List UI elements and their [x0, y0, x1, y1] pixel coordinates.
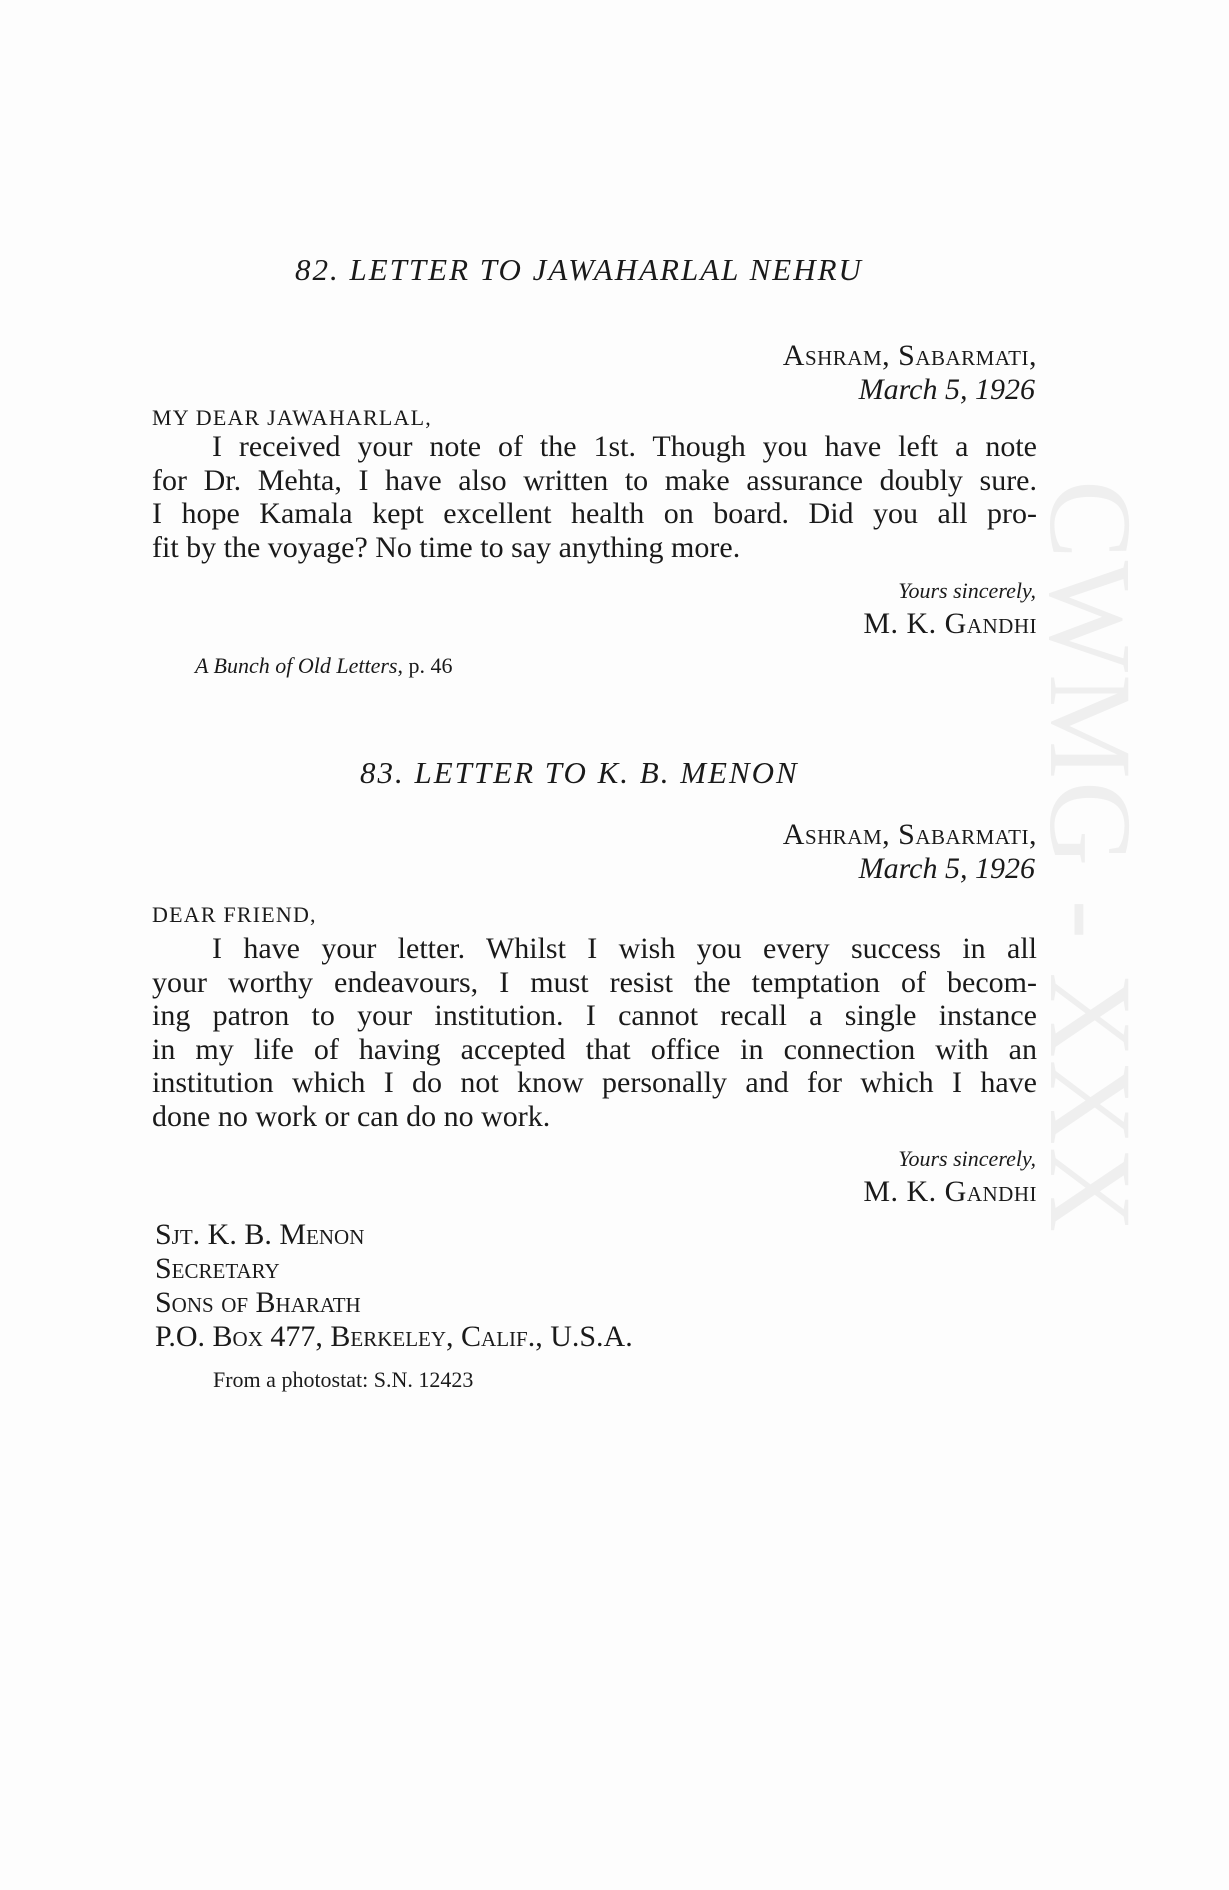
letter-83-body-line: I have your letter. Whilst I wish you every success in all	[212, 932, 1037, 965]
letter-82-salutation: MY DEAR JAWAHARLAL,	[152, 405, 432, 430]
letter-83-address	[155, 1218, 633, 1354]
letter-83-salutation: DEAR FRIEND,	[152, 902, 317, 927]
letter-83-body-line: done no work or can do no work.	[152, 1099, 551, 1133]
letter-82-place: Ashram, Sabarmati,	[782, 339, 1037, 372]
letter-82-source	[195, 653, 452, 679]
letter-82-body-line: I received your note of the 1st. Though you have left a note	[212, 430, 1037, 463]
source-title: A Bunch of Old Letters	[195, 653, 398, 678]
letter-83-body-line: your worthy endeavours, I must resist the temptation of becom-	[152, 965, 1037, 999]
letter-83-closing: Yours sincerely,	[898, 1146, 1036, 1171]
letter-82-body-line: fit by the voyage? No time to say anything more.	[152, 530, 741, 564]
address-line: Sjt. K. B. Menon	[155, 1218, 365, 1251]
letter-82-date: March 5, 1926	[858, 373, 1035, 406]
letter-83-source: From a photostat: S.N. 12423	[213, 1367, 474, 1392]
letter-82-body-line: for Dr. Mehta, I have also written to make assurance doubly sure.	[152, 463, 1037, 497]
letter-82-body-line: I hope Kamala kept excellent health on board. Did you all pro-	[152, 497, 1037, 530]
address-line: Sons of Bharath	[155, 1286, 361, 1319]
cwmg-watermark: CWMG - XXX	[1025, 480, 1156, 1235]
letter-82-body	[152, 430, 1037, 564]
letter-82-heading: 82. LETTER TO JAWAHARLAL NEHRU	[295, 252, 863, 287]
letter-83-body-line: institution which I do not know personally and for which I have	[152, 1066, 1037, 1099]
address-line: P.O. Box 477, Berkeley, Calif., U.S.A.	[155, 1320, 633, 1353]
letter-82-closing: Yours sincerely,	[898, 578, 1036, 603]
source-page: , p. 46	[397, 653, 453, 678]
letter-83-signature: M. K. Gandhi	[863, 1175, 1037, 1208]
letter-83-body	[152, 932, 1037, 1133]
letter-83-body-line: ing patron to your institution. I cannot recall a single instance	[152, 999, 1037, 1032]
letter-83-date: March 5, 1926	[858, 852, 1035, 885]
address-line: Secretary	[155, 1252, 280, 1285]
letter-83-place: Ashram, Sabarmati,	[782, 818, 1037, 851]
letter-83-heading: 83. LETTER TO K. B. MENON	[360, 755, 799, 790]
letter-82-signature: M. K. Gandhi	[863, 607, 1037, 640]
letter-83-body-line: in my life of having accepted that office in connection with an	[152, 1032, 1037, 1066]
